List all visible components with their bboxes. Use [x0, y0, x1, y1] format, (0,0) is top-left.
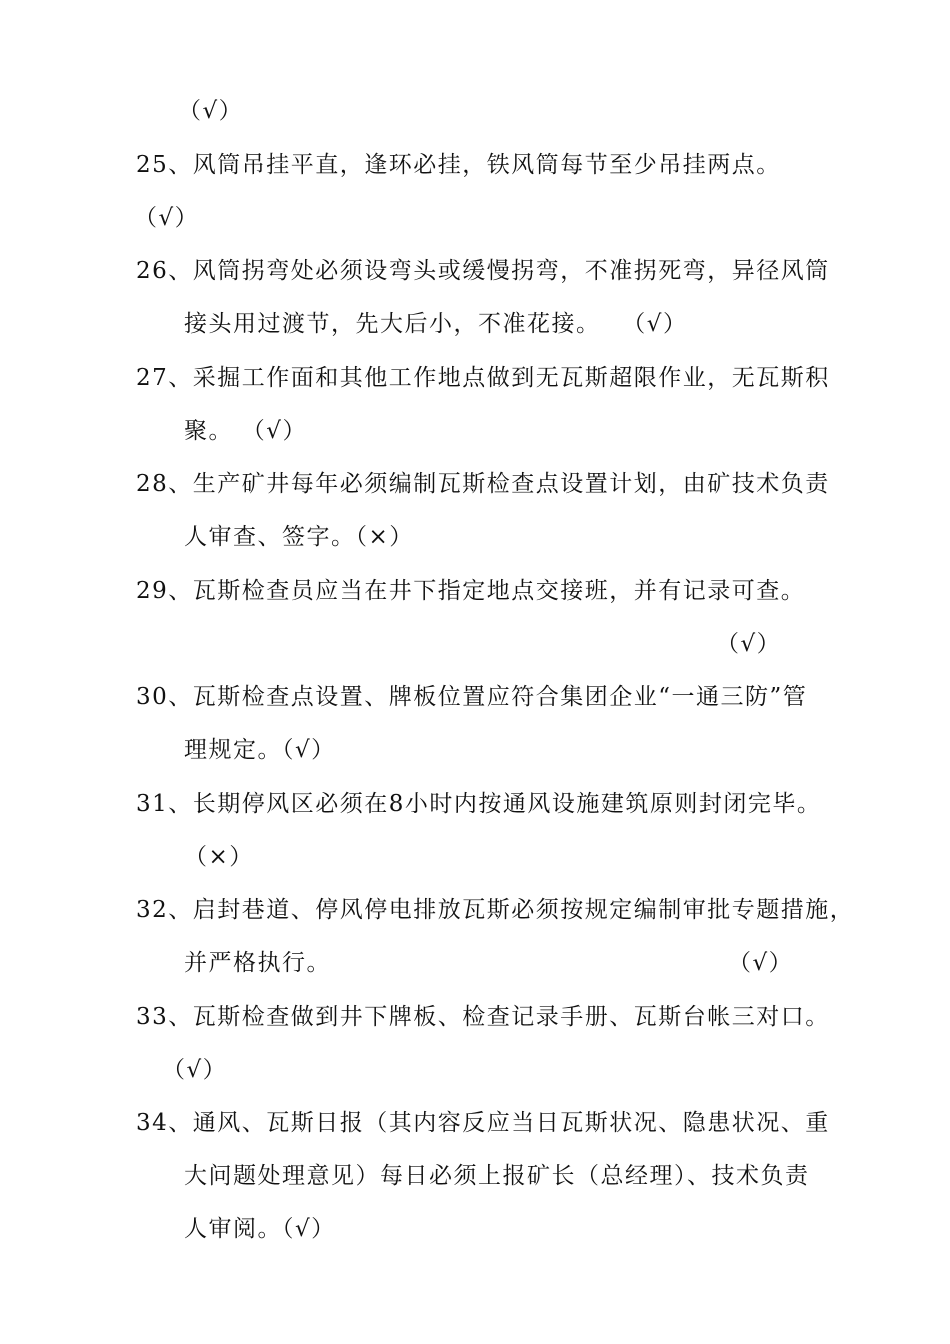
- text-line: 接头用过渡节，先大后小，不准花接。 （√）: [184, 311, 688, 337]
- text-line: 32、启封巷道、停风停电排放瓦斯必须按规定编制审批专题措施，: [136, 897, 855, 923]
- text-line: 人审阅。（√）: [184, 1216, 336, 1242]
- text-line: 30、瓦斯检查点设置、牌板位置应符合集团企业“一通三防”管: [136, 684, 808, 710]
- text-line: （√）: [134, 205, 200, 231]
- text-line: （√）: [728, 950, 794, 976]
- text-line: 26、风筒拐弯处必须设弯头或缓慢拐弯，不准拐死弯，异径风筒: [136, 258, 830, 284]
- text-line: 33、瓦斯检查做到井下牌板、检查记录手册、瓦斯台帐三对口。: [136, 1004, 830, 1030]
- text-line: 聚。 （√）: [184, 418, 307, 444]
- text-line: 31、长期停风区必须在8小时内按通风设施建筑原则封闭完毕。: [136, 791, 822, 817]
- text-line: （×）: [184, 844, 254, 870]
- text-line: 27、采掘工作面和其他工作地点做到无瓦斯超限作业，无瓦斯积: [136, 365, 830, 391]
- text-line: （√）: [716, 631, 782, 657]
- text-line: 34、通风、瓦斯日报（其内容反应当日瓦斯状况、隐患状况、重: [136, 1110, 830, 1136]
- text-line: 大问题处理意见）每日必须上报矿长（总经理）、技术负责: [184, 1163, 810, 1189]
- text-line: （√）: [162, 1057, 228, 1083]
- text-line: 28、生产矿井每年必须编制瓦斯检查点设置计划，由矿技术负责: [136, 471, 830, 497]
- text-line: （√）: [178, 98, 244, 124]
- text-line: 25、风筒吊挂平直，逢环必挂，铁风筒每节至少吊挂两点。: [136, 152, 781, 178]
- text-line: 并严格执行。: [184, 950, 331, 976]
- text-line: 人审查、签字。（×）: [184, 524, 414, 550]
- text-line: 29、瓦斯检查员应当在井下指定地点交接班，并有记录可查。: [136, 578, 806, 604]
- text-line: 理规定。（√）: [184, 737, 336, 763]
